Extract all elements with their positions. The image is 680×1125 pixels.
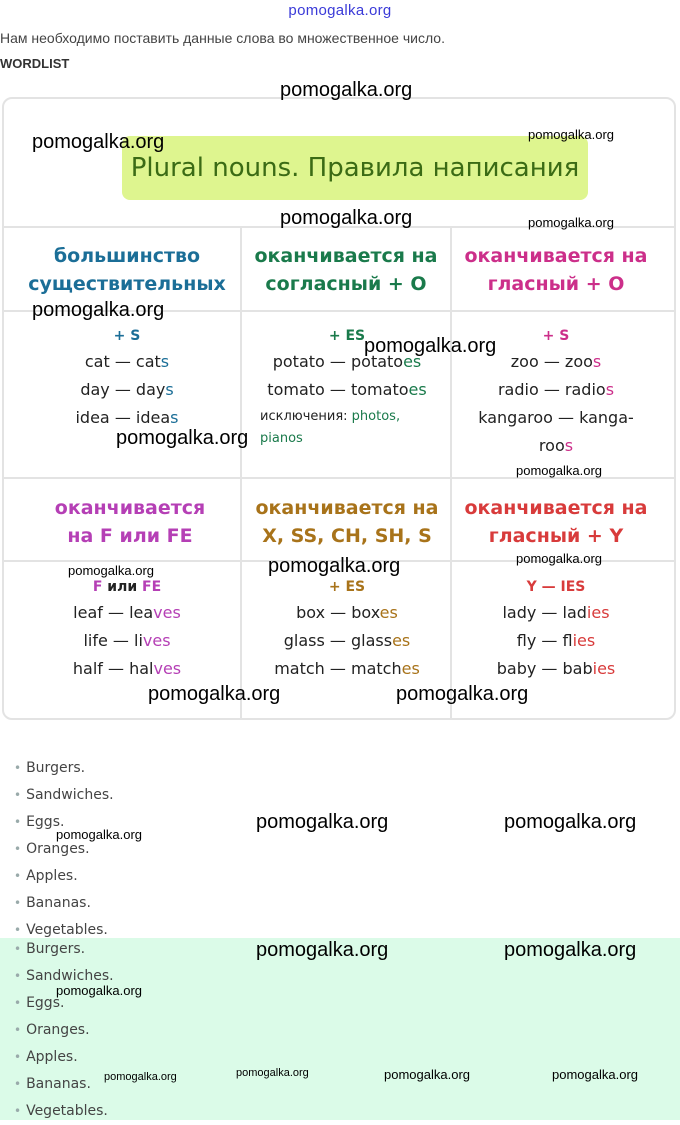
- watermark: pomogalka.org: [32, 131, 165, 153]
- watermark: pomogalka.org: [516, 463, 602, 478]
- rule-label: Y — IES: [526, 579, 586, 595]
- list-item: • Eggs.: [14, 990, 114, 1017]
- list-item: • Apples.: [14, 863, 114, 890]
- watermark: pomogalka.org: [528, 127, 614, 142]
- watermark: pomogalka.org: [516, 551, 602, 566]
- watermark: pomogalka.org: [364, 335, 497, 357]
- example: baby — babies: [496, 659, 616, 678]
- heading-vowel-o: оканчивается на гласный + O: [464, 245, 648, 295]
- watermark: pomogalka.org: [148, 683, 281, 705]
- rule-label: F или FE: [92, 579, 162, 595]
- watermark: pomogalka.org: [104, 1071, 177, 1083]
- example: fly — flies: [516, 631, 596, 650]
- watermark: pomogalka.org: [280, 79, 413, 101]
- list-item: • Vegetables.: [14, 917, 114, 944]
- watermark: pomogalka.org: [268, 555, 401, 577]
- example: box — boxes: [296, 603, 398, 622]
- exceptions-note: исключения: photos, pianos: [260, 409, 401, 446]
- heading-x-ss-ch: оканчивается на X, SS, CH, SH, S: [255, 497, 439, 547]
- heading-vowel-y: оканчивается на гласный + Y: [464, 497, 648, 547]
- rule-cell-f-fe: [22, 579, 232, 683]
- example: potato — potatoes: [272, 352, 422, 371]
- divider: [240, 227, 242, 719]
- task-instruction: Нам необходимо поставить данные слова во множественное число.: [0, 30, 445, 46]
- answer-list: [14, 936, 114, 1125]
- list-item: • Sandwiches.: [14, 782, 114, 809]
- example: life — lives: [83, 631, 171, 650]
- wordlist: [14, 755, 114, 944]
- example: kangaroo — kanga-roos: [478, 408, 634, 455]
- list-item: • Sandwiches.: [14, 963, 114, 990]
- watermark: pomogalka.org: [528, 215, 614, 230]
- watermark: pomogalka.org: [256, 811, 389, 833]
- watermark: pomogalka.org: [56, 827, 142, 842]
- rule-label: + ES: [328, 328, 366, 344]
- watermark: pomogalka.org: [56, 983, 142, 998]
- watermark: pomogalka.org: [504, 811, 637, 833]
- example: glass — glasses: [283, 631, 411, 650]
- list-item: • Burgers.: [14, 755, 114, 782]
- heading-most-nouns: большинство существительных: [28, 245, 226, 295]
- example: day — days: [80, 380, 174, 399]
- example: leaf — leaves: [73, 603, 181, 622]
- heading-f-fe: оканчивается на F или FE: [54, 497, 206, 547]
- watermark: pomogalka.org: [384, 1067, 470, 1082]
- card-title: Plural nouns. Правила написания: [130, 153, 580, 183]
- example: match — matches: [274, 659, 420, 678]
- list-item: • Oranges.: [14, 836, 114, 863]
- wordlist-heading: WORDLIST: [0, 56, 70, 71]
- watermark: pomogalka.org: [256, 939, 389, 961]
- list-item: • Apples.: [14, 1044, 114, 1071]
- watermark: pomogalka.org: [396, 683, 529, 705]
- list-item: • Bananas.: [14, 890, 114, 917]
- watermark: pomogalka.org: [68, 563, 154, 578]
- site-watermark[interactable]: pomogalka.org: [288, 2, 392, 19]
- rule-cell-x-ss: [250, 579, 444, 683]
- example: radio — radios: [497, 380, 615, 399]
- list-item: • Oranges.: [14, 1017, 114, 1044]
- list-item: • Eggs.: [14, 809, 114, 836]
- rule-cell-vowel-y: [456, 579, 656, 683]
- rule-label: + S: [542, 328, 570, 344]
- watermark: pomogalka.org: [280, 207, 413, 229]
- list-item: • Burgers.: [14, 936, 114, 963]
- example: cat — cats: [84, 352, 170, 371]
- example: idea — ideas: [75, 408, 179, 427]
- list-item: • Vegetables.: [14, 1098, 114, 1125]
- example: lady — ladies: [502, 603, 610, 622]
- watermark: pomogalka.org: [32, 299, 165, 321]
- watermark: pomogalka.org: [116, 427, 249, 449]
- heading-consonant-o: оканчивается на согласный + O: [254, 245, 438, 295]
- list-item: • Bananas.: [14, 1071, 114, 1098]
- example: half — halves: [72, 659, 182, 678]
- rule-label: + S: [113, 328, 141, 344]
- watermark: pomogalka.org: [504, 939, 637, 961]
- divider: [450, 227, 452, 719]
- watermark: pomogalka.org: [236, 1067, 309, 1079]
- rule-label: + ES: [328, 579, 366, 595]
- watermark: pomogalka.org: [552, 1067, 638, 1082]
- example: zoo — zoos: [510, 352, 602, 371]
- rule-cell-most: [22, 328, 232, 432]
- example: tomato — tomatoes: [267, 380, 427, 399]
